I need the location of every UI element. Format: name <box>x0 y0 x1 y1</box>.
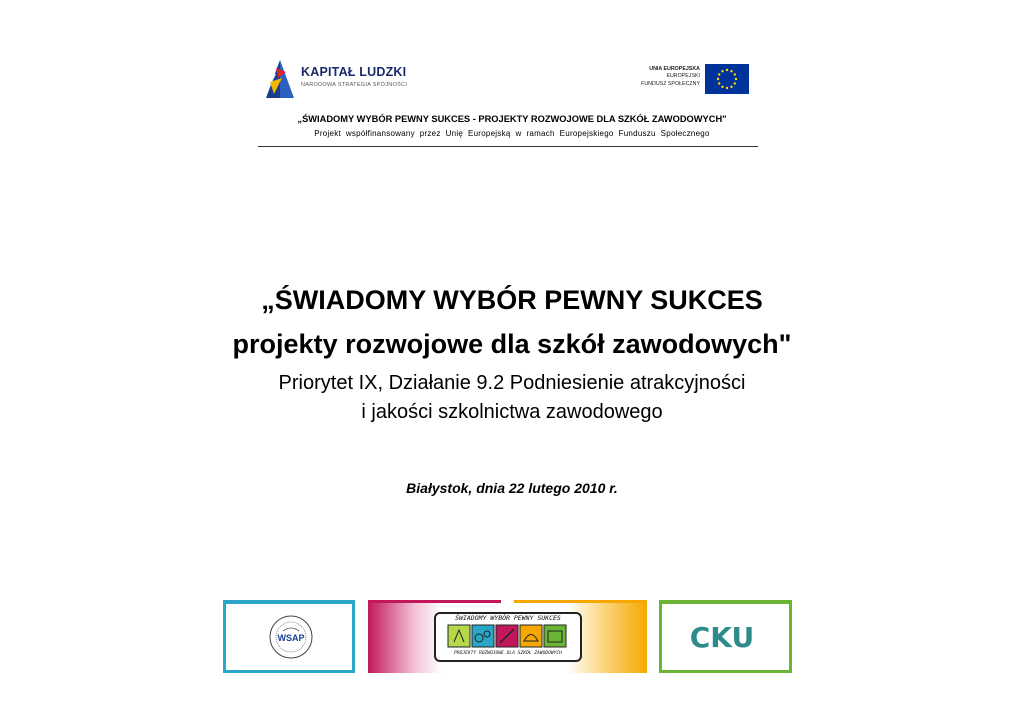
main-title-line2: projekty rozwojowe dla szkół zawodowych" <box>232 329 792 359</box>
tile-top-bar <box>514 600 647 603</box>
priority-line2: i jakości szkolnictwa zawodowego <box>361 401 663 423</box>
swiadomy-logo-title: ŚWIADOMY WYBÓR PEWNY SUKCES <box>455 614 561 622</box>
wsap-label: WSAP <box>277 633 305 643</box>
wsap-seal-icon <box>268 611 314 663</box>
kapital-ludzki-subtitle: NARODOWA STRATEGIA SPÓJNOŚCI <box>301 82 408 88</box>
eu-caption <box>620 66 700 88</box>
swiadomy-logo-subtitle: PROJEKTY ROZWOJOWE DLA SZKÓŁ ZAWODOWYCH <box>454 651 562 656</box>
eu-caption-line3: FUNDUSZ SPOŁECZNY <box>641 80 700 87</box>
project-title: „ŚWIADOMY WYBÓR PEWNY SUKCES - PROJEKTY ROZWOJOWE DLA SZKÓŁ ZAWODOWYCH" <box>297 114 727 124</box>
header-divider <box>258 146 758 147</box>
priority-line1: Priorytet IX, Działanie 9.2 Podniesienie atrakcyjności <box>278 372 746 394</box>
eu-caption-line2: EUROPEJSKI <box>666 73 700 80</box>
date-line: Białystok, dnia 22 lutego 2010 r. <box>406 480 618 496</box>
swiadomy-squares-icon <box>444 624 572 648</box>
kapital-ludzki-logo-icon <box>262 54 298 100</box>
tile-top-bar <box>368 600 501 603</box>
kapital-ludzki-title: KAPITAŁ LUDZKI <box>301 65 407 79</box>
eu-caption-line1: UNIA EUROPEJSKA <box>649 66 700 72</box>
cku-label: CKU <box>689 621 755 654</box>
eu-flag-icon <box>705 64 749 94</box>
cku-logo-icon <box>682 618 762 654</box>
project-subtitle: Projekt współfinansowany przez Unię Europejską w ramach Europejskiego Funduszu Społecznego <box>314 129 710 138</box>
main-title-line1: „ŚWIADOMY WYBÓR PEWNY SUKCES <box>261 285 763 315</box>
